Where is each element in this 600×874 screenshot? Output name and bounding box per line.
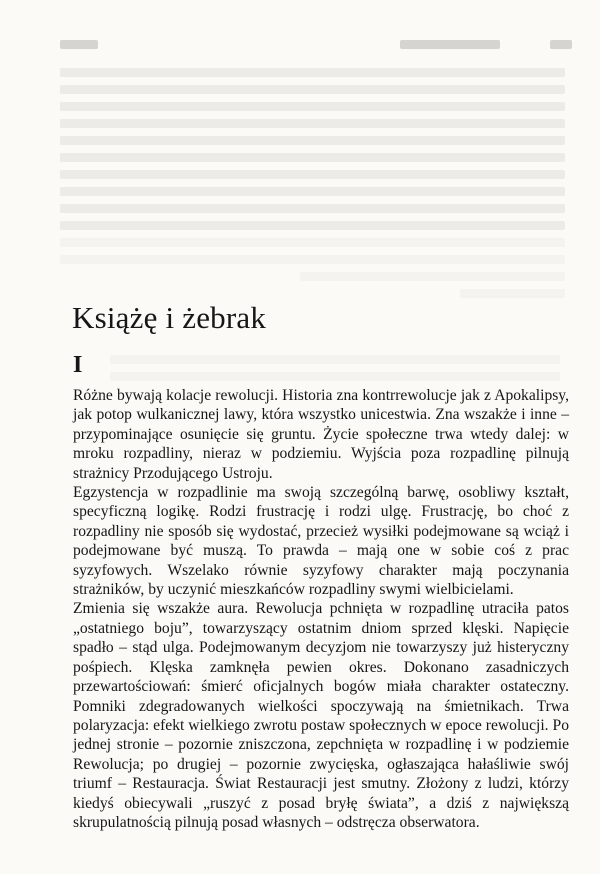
section-numeral: I xyxy=(73,352,83,378)
body-text xyxy=(73,386,569,832)
paragraph: Egzystencja w rozpadlinie ma swoją szczególną barwę, osobliwy kształt, specyficzną logikę. Rodzi frustrację i rodzi ulgę. Frustrację, bo choć z rozpadliny nie sposób się wydostać, przecież wysiłki podejmowane są wciąż i podejmowane być muszą. To prawda – mają one w sobie coś z prac syzyfowych. Wszelako równie syzyfowy charakter mają poczynania strażników, by uczynić mieszkańców rozpadliny swymi wielbicielami. xyxy=(73,484,569,599)
chapter-title: Książę i żebrak xyxy=(72,300,267,335)
paragraph: Różne bywają kolacje rewolucji. Historia zna kontrrewolucje jak z Apokalipsy, jak potop wulkanicznej lawy, która wszystko unicestwia. Zna wszakże i inne – przypominające osunięcie się gruntu. Życie społeczne trwa wtedy dalej: w mroku rozpadliny, nieraz w podziemiu. Wyjścia poza rozpadlinę pilnują strażnicy Przodującego Ustroju. xyxy=(73,387,569,482)
paragraph: Zmienia się wszakże aura. Rewolucja pchnięta w rozpadlinę utraciła patos „ostatniego boju”, towarzyszący ostatnim dniom sprzed klęski. Napięcie spadło – stąd ulga. Podejmowanym decyzjom nie towarzyszy już histeryczny pośpiech. Klęska zamknęła pewien okres. Dokonano zasadniczych przewartościowań: śmierć oficjalnych bogów miała charakter ostateczny. Pomniki zdegradowanych wielkości spoczywają na śmietnikach. Trwa polaryzacja: efekt wielkiego zwrotu postaw społecznych w epoce rewolucji. Po jednej stronie – pozornie zniszczona, zepchnięta w rozpadlinę i w podziemie Rewolucja; po drugiej – pozornie zwycięska, ogłaszająca hałaśliwie swój triumf – Restauracja. Świat Restauracji jest smutny. Złożony z ludzi, którzy kiedyś obiecywali „ruszyć z posad bryłę świata”, a dziś z największą skrupulatnością pilnują posad własnych – odstręcza obserwatora. xyxy=(73,600,569,831)
